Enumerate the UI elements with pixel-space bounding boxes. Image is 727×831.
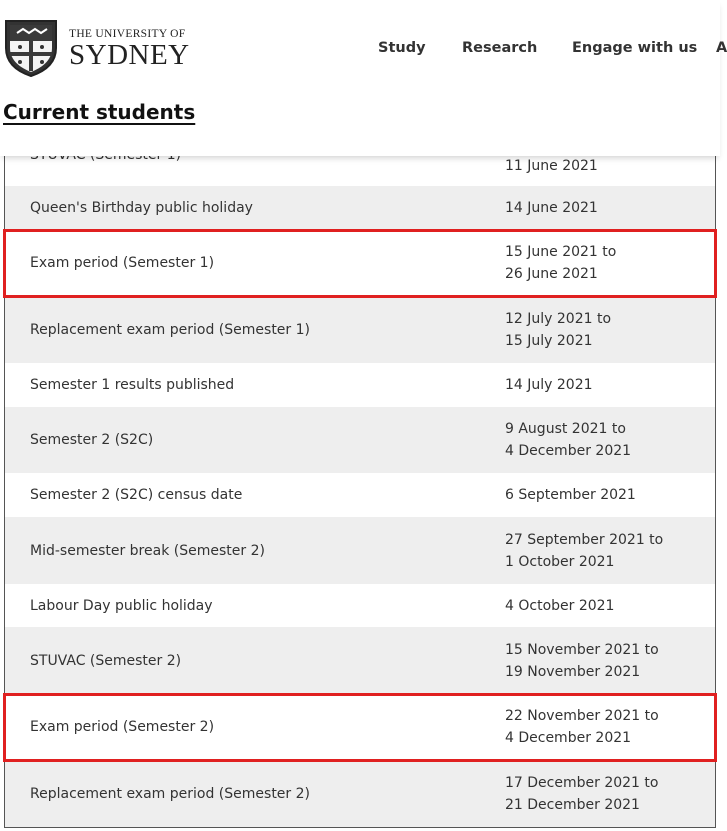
site-header <box>0 0 727 156</box>
table-row <box>4 760 716 828</box>
table-row-highlighted <box>4 694 716 761</box>
event-dates: 12 July 2021 to 15 July 2021 <box>505 310 612 349</box>
nav-engage[interactable]: Engage with us <box>572 40 698 56</box>
event-name: Semester 2 (S2C) <box>30 432 154 448</box>
event-dates: 6 September 2021 <box>505 487 636 503</box>
event-dates: 4 October 2021 <box>505 597 615 614</box>
event-dates: 17 December 2021 to 21 December 2021 <box>505 774 659 813</box>
event-dates: 15 November 2021 to 19 November 2021 <box>505 641 659 680</box>
table-row <box>4 627 716 695</box>
table-row <box>4 407 716 474</box>
event-name: Exam period (Semester 2) <box>30 719 215 735</box>
table-row <box>4 473 716 518</box>
event-dates: 9 August 2021 to 4 December 2021 <box>505 421 632 459</box>
event-dates: 27 September 2021 to 1 October 2021 <box>505 531 664 570</box>
logo-line-1: THE UNIVERSITY OF <box>69 27 186 40</box>
event-name: Semester 2 (S2C) census date <box>30 487 243 503</box>
table-row <box>4 363 716 408</box>
nav-truncated[interactable]: A <box>716 40 727 56</box>
event-name: Queen's Birthday public holiday <box>30 200 253 216</box>
event-dates: 14 June 2021 <box>505 200 598 216</box>
section-title[interactable]: Current students <box>3 100 196 124</box>
event-dates: 14 July 2021 <box>505 377 593 393</box>
event-name: Semester 1 results published <box>30 377 235 393</box>
logo-line-2: SYDNEY <box>69 38 190 71</box>
event-name: Mid-semester break (Semester 2) <box>30 542 265 559</box>
event-dates: 11 June 2021 <box>505 158 598 174</box>
nav-research[interactable]: Research <box>462 40 538 56</box>
event-name: Replacement exam period (Semester 2) <box>30 785 310 802</box>
table-row <box>4 584 716 628</box>
main-nav <box>0 40 727 60</box>
table-row <box>4 186 716 231</box>
event-name: STUVAC (Semester 2) <box>30 652 182 669</box>
table-row-highlighted <box>4 230 716 297</box>
event-dates: 15 June 2021 to 26 June 2021 <box>505 244 617 282</box>
table-row <box>4 517 716 585</box>
event-name: Replacement exam period (Semester 1) <box>30 321 310 338</box>
event-name: Labour Day public holiday <box>30 597 213 614</box>
event-dates: 22 November 2021 to 4 December 2021 <box>505 708 659 746</box>
nav-study[interactable]: Study <box>378 40 426 56</box>
table-row <box>4 296 716 364</box>
event-name: Exam period (Semester 1) <box>30 255 215 271</box>
